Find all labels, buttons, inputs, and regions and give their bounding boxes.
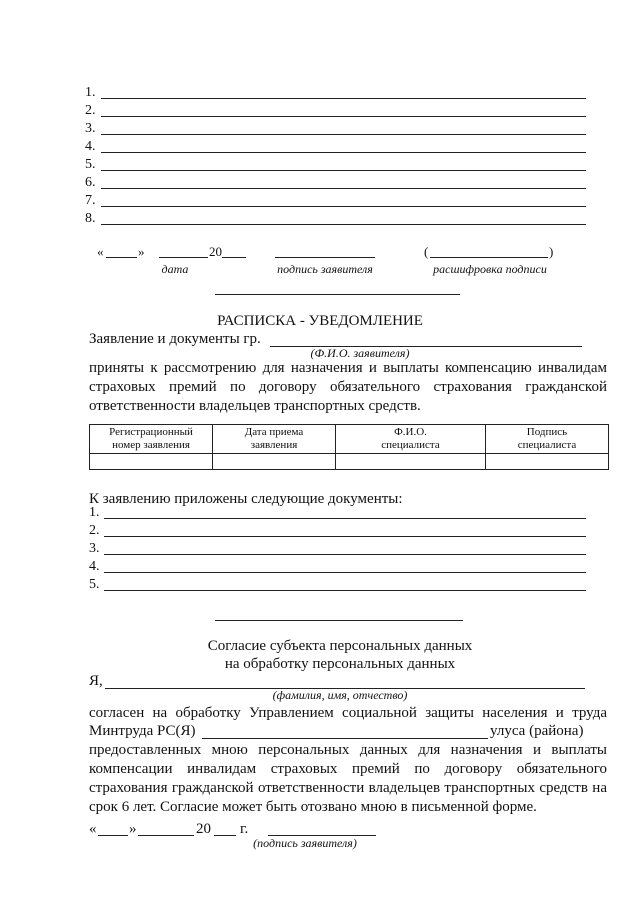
date-quote-open: «: [89, 821, 97, 837]
fill-line[interactable]: [101, 98, 586, 99]
year-prefix: 20: [209, 244, 222, 259]
list-number: 5.: [89, 577, 100, 592]
header-text: номер заявления: [112, 439, 190, 451]
paren-open: (: [424, 244, 429, 259]
table-header-row: [90, 425, 609, 454]
list-number: 6.: [85, 175, 96, 190]
fill-line[interactable]: [104, 590, 586, 591]
list-number: 7.: [85, 193, 96, 208]
table-cell[interactable]: [213, 454, 336, 470]
fill-line[interactable]: [101, 152, 586, 153]
header-text: специалиста: [381, 439, 440, 451]
consent-title-line1: Согласие субъекта персональных данных: [207, 638, 473, 654]
header-specialist-signature: [486, 425, 609, 454]
decode-caption: расшифровка подписи: [433, 262, 547, 276]
fill-line[interactable]: [101, 134, 586, 135]
header-text: Дата приема: [244, 426, 304, 438]
fill-line[interactable]: [101, 116, 586, 117]
list-number: 3.: [85, 121, 96, 136]
receipt-body-line: приняты к рассмотрению для назначения и выплаты компенсацию инвалидам: [89, 360, 607, 376]
consent-body-line: компенсации инвалидам страховых премий по договору обязательного: [89, 761, 607, 777]
separator-line: [215, 294, 460, 295]
date-quote-close: »: [129, 821, 137, 837]
consent-ya: Я,: [89, 673, 103, 689]
consent-body-line: предоставленных мною персональных данных для назначения и выплаты: [89, 742, 607, 758]
header-text: Регистрационный: [109, 426, 193, 438]
consent-district: улуса (района): [490, 723, 584, 739]
consent-body-line: срок 6 лет. Согласие может быть отозвано мною в письменной форме.: [89, 799, 537, 815]
fill-line[interactable]: [101, 170, 586, 171]
day-field[interactable]: [98, 835, 128, 836]
header-text: Подпись: [526, 426, 568, 438]
year-field[interactable]: [222, 257, 246, 258]
month-field[interactable]: [159, 257, 208, 258]
date-caption: дата: [161, 262, 189, 276]
fill-line[interactable]: [101, 206, 586, 207]
year-suffix: г.: [240, 821, 249, 837]
header-text: заявления: [250, 439, 298, 451]
fill-line[interactable]: [101, 188, 586, 189]
fill-line[interactable]: [104, 554, 586, 555]
consent-body-line: согласен на обработку Управлением социальной защиты населения и труда: [89, 705, 607, 721]
list-number: 2.: [89, 523, 100, 538]
list-number: 4.: [89, 559, 100, 574]
receipt-intro: Заявление и документы гр.: [89, 331, 261, 347]
year-field[interactable]: [214, 835, 236, 836]
signature-caption: (подпись заявителя): [253, 836, 357, 850]
list-number: 1.: [89, 505, 100, 520]
header-date: [213, 425, 336, 454]
table-row: [90, 454, 609, 470]
fio-caption: (Ф.И.О. заявителя): [310, 346, 410, 360]
consent-title-line2: на обработку персональных данных: [224, 656, 456, 672]
list-number: 2.: [85, 103, 96, 118]
consent-ministry: Минтруда РС(Я): [89, 723, 196, 739]
registration-table: [89, 424, 609, 470]
signature-decode-field[interactable]: [430, 257, 548, 258]
list-number: 3.: [89, 541, 100, 556]
list-number: 8.: [85, 211, 96, 226]
day-field[interactable]: [106, 257, 137, 258]
name-caption: (фамилия, имя, отчество): [272, 688, 408, 702]
list-number: 1.: [85, 85, 96, 100]
table-cell[interactable]: [486, 454, 609, 470]
table-cell[interactable]: [336, 454, 486, 470]
receipt-body-line: страховых премий по договору обязательного страхования гражданской: [89, 379, 607, 395]
receipt-title: РАСПИСКА - УВЕДОМЛЕНИЕ: [217, 313, 423, 329]
list-number: 4.: [85, 139, 96, 154]
signature-field[interactable]: [275, 257, 375, 258]
list-number: 5.: [85, 157, 96, 172]
consent-body-line: страхования гражданской ответственности владельцев транспортных средств на: [89, 780, 607, 796]
paren-close: ): [549, 244, 554, 259]
fill-line[interactable]: [104, 518, 586, 519]
separator-line: [215, 620, 463, 621]
receipt-body-line: ответственности владельцев транспортных средств.: [89, 398, 421, 414]
month-field[interactable]: [138, 835, 194, 836]
header-text: Ф.И.О.: [394, 426, 427, 438]
fill-line[interactable]: [101, 224, 586, 225]
signature-caption: подпись заявителя: [277, 262, 373, 276]
header-text: специалиста: [517, 439, 577, 451]
district-field[interactable]: [202, 738, 488, 739]
fill-line[interactable]: [104, 536, 586, 537]
year-prefix: 20: [196, 821, 211, 837]
date-quote-open: «: [97, 244, 104, 259]
header-reg-number: [90, 425, 213, 454]
attached-heading: К заявлению приложены следующие документы:: [89, 491, 403, 507]
table-cell[interactable]: [90, 454, 213, 470]
fill-line[interactable]: [104, 572, 586, 573]
date-quote-close: »: [138, 244, 145, 259]
header-specialist-name: [336, 425, 486, 454]
